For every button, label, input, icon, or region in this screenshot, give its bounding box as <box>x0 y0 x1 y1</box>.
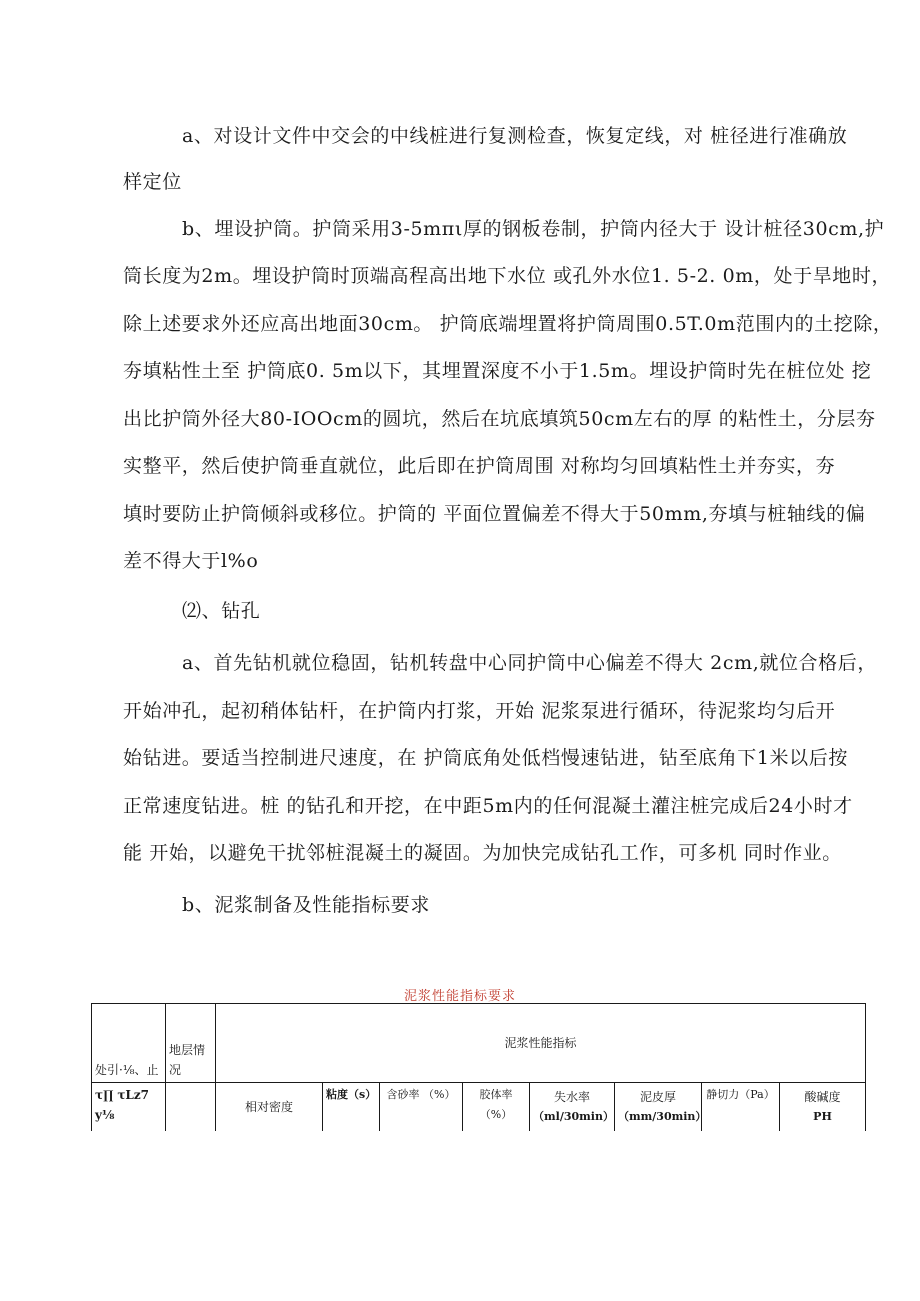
mud-performance-table <box>91 1003 866 1131</box>
indicator-unit: （mm/30min） <box>618 1110 707 1123</box>
indicator-static-shear <box>702 1083 780 1132</box>
paragraph-line: b、泥浆制备及性能指标要求 <box>182 894 430 916</box>
header-indicators-text: 泥浆性能指标 <box>504 1036 577 1050</box>
table-indicator-row <box>92 1083 866 1132</box>
header-stratum-text: 地层情况 <box>169 1043 206 1077</box>
paragraph-line: 夯填粘性土至 护筒底0. 5m以下，其埋置深度不小于1.5m。埋设护筒时先在桩位处 挖 <box>123 360 872 382</box>
indicator-label: 含砂率 （%） <box>386 1088 456 1101</box>
row-location-text: τ∏ τLz7 y⅛ <box>95 1088 150 1122</box>
header-cell-stratum <box>166 1004 216 1083</box>
paragraph-line: 实整平，然后使护筒垂直就位，此后即在护筒周围 对称均匀回填粘性土并夯实，夯 <box>123 455 836 477</box>
section-heading: ⑵、钻孔 <box>182 600 261 622</box>
table-header-row <box>92 1004 866 1083</box>
indicator-label: 粘度（s） <box>326 1088 377 1101</box>
paragraph-line: 除上述要求外还应高出地面30cm。 护筒底端埋置将护筒周围0.5T.0m范围内的土挖除， <box>123 313 893 335</box>
indicator-sand-content <box>380 1083 463 1132</box>
paragraph-line: b、埋设护筒。护筒采用3-5mπι厚的钢板卷制，护筒内径大于 设计桩径30cm,护 <box>182 218 885 240</box>
row-location-cell <box>92 1083 166 1132</box>
paragraph-line: a、首先钻机就位稳固，钻机转盘中心同护筒中心偏差不得大 2cm,就位合格后， <box>182 652 877 674</box>
indicator-unit: PH <box>813 1110 832 1123</box>
indicator-label: 泥皮厚 <box>639 1090 676 1104</box>
row-stratum-cell <box>166 1083 216 1132</box>
paragraph-line: 开始冲孔，起初稍体钻杆，在护筒内打浆，开始 泥浆泵进行循环，待泥浆均匀后开 <box>123 700 836 722</box>
indicator-viscosity <box>323 1083 380 1132</box>
indicator-mud-cake <box>615 1083 707 1132</box>
paragraph-line: 出比护筒外径大80-IOOcm的圆坑，然后在坑底填筑50cm左右的厚 的粘性土，分层夯 <box>123 408 876 430</box>
paragraph-line: 填时要防止护筒倾斜或移位。护筒的 平面位置偏差不得大于50mm,夯填与桩轴线的偏 <box>123 503 866 525</box>
indicator-label: 胶体率 （%） <box>479 1088 513 1121</box>
paragraph-line: 正常速度钻进。桩 的钻孔和开挖，在中距5m内的任何混凝土灌注桩完成后24小时才 <box>123 795 853 817</box>
paragraph-line: a、对设计文件中交会的中线桩进行复测检查，恢复定线，对 桩径进行准确放 <box>182 125 848 147</box>
table-title: 泥浆性能指标要求 <box>403 989 516 1004</box>
indicator-colloid-rate <box>463 1083 530 1132</box>
header-location-text: 处引·⅛、止 <box>95 1063 159 1077</box>
indicator-unit: （ml/30min） <box>533 1110 614 1123</box>
indicator-label: 静切力（Pa） <box>706 1088 775 1101</box>
paragraph-line: 能 开始，以避免干扰邻桩混凝土的凝固。为加快完成钻孔工作，可多机 同时作业。 <box>123 842 842 864</box>
header-cell-location <box>92 1004 166 1083</box>
header-cell-indicators <box>216 1004 866 1083</box>
paragraph-line: 样定位 <box>123 171 182 193</box>
paragraph-line: 差不得大于l%o <box>123 550 259 572</box>
paragraph-line: 始钻进。要适当控制进尺速度，在 护筒底角处低档慢速钻进，钻至底角下1米以后按 <box>123 747 848 769</box>
indicator-ph <box>780 1083 866 1132</box>
indicator-water-loss <box>530 1083 615 1132</box>
indicator-label: 相对密度 <box>244 1100 293 1114</box>
indicator-label: 酸碱度 <box>804 1090 841 1104</box>
indicator-density <box>216 1083 323 1132</box>
indicator-label: 失水率 <box>553 1090 590 1104</box>
paragraph-line: 筒长度为2m。埋设护筒时顶端高程高出地下水位 或孔外水位1. 5-2. 0m，处于旱地时， <box>123 265 892 287</box>
